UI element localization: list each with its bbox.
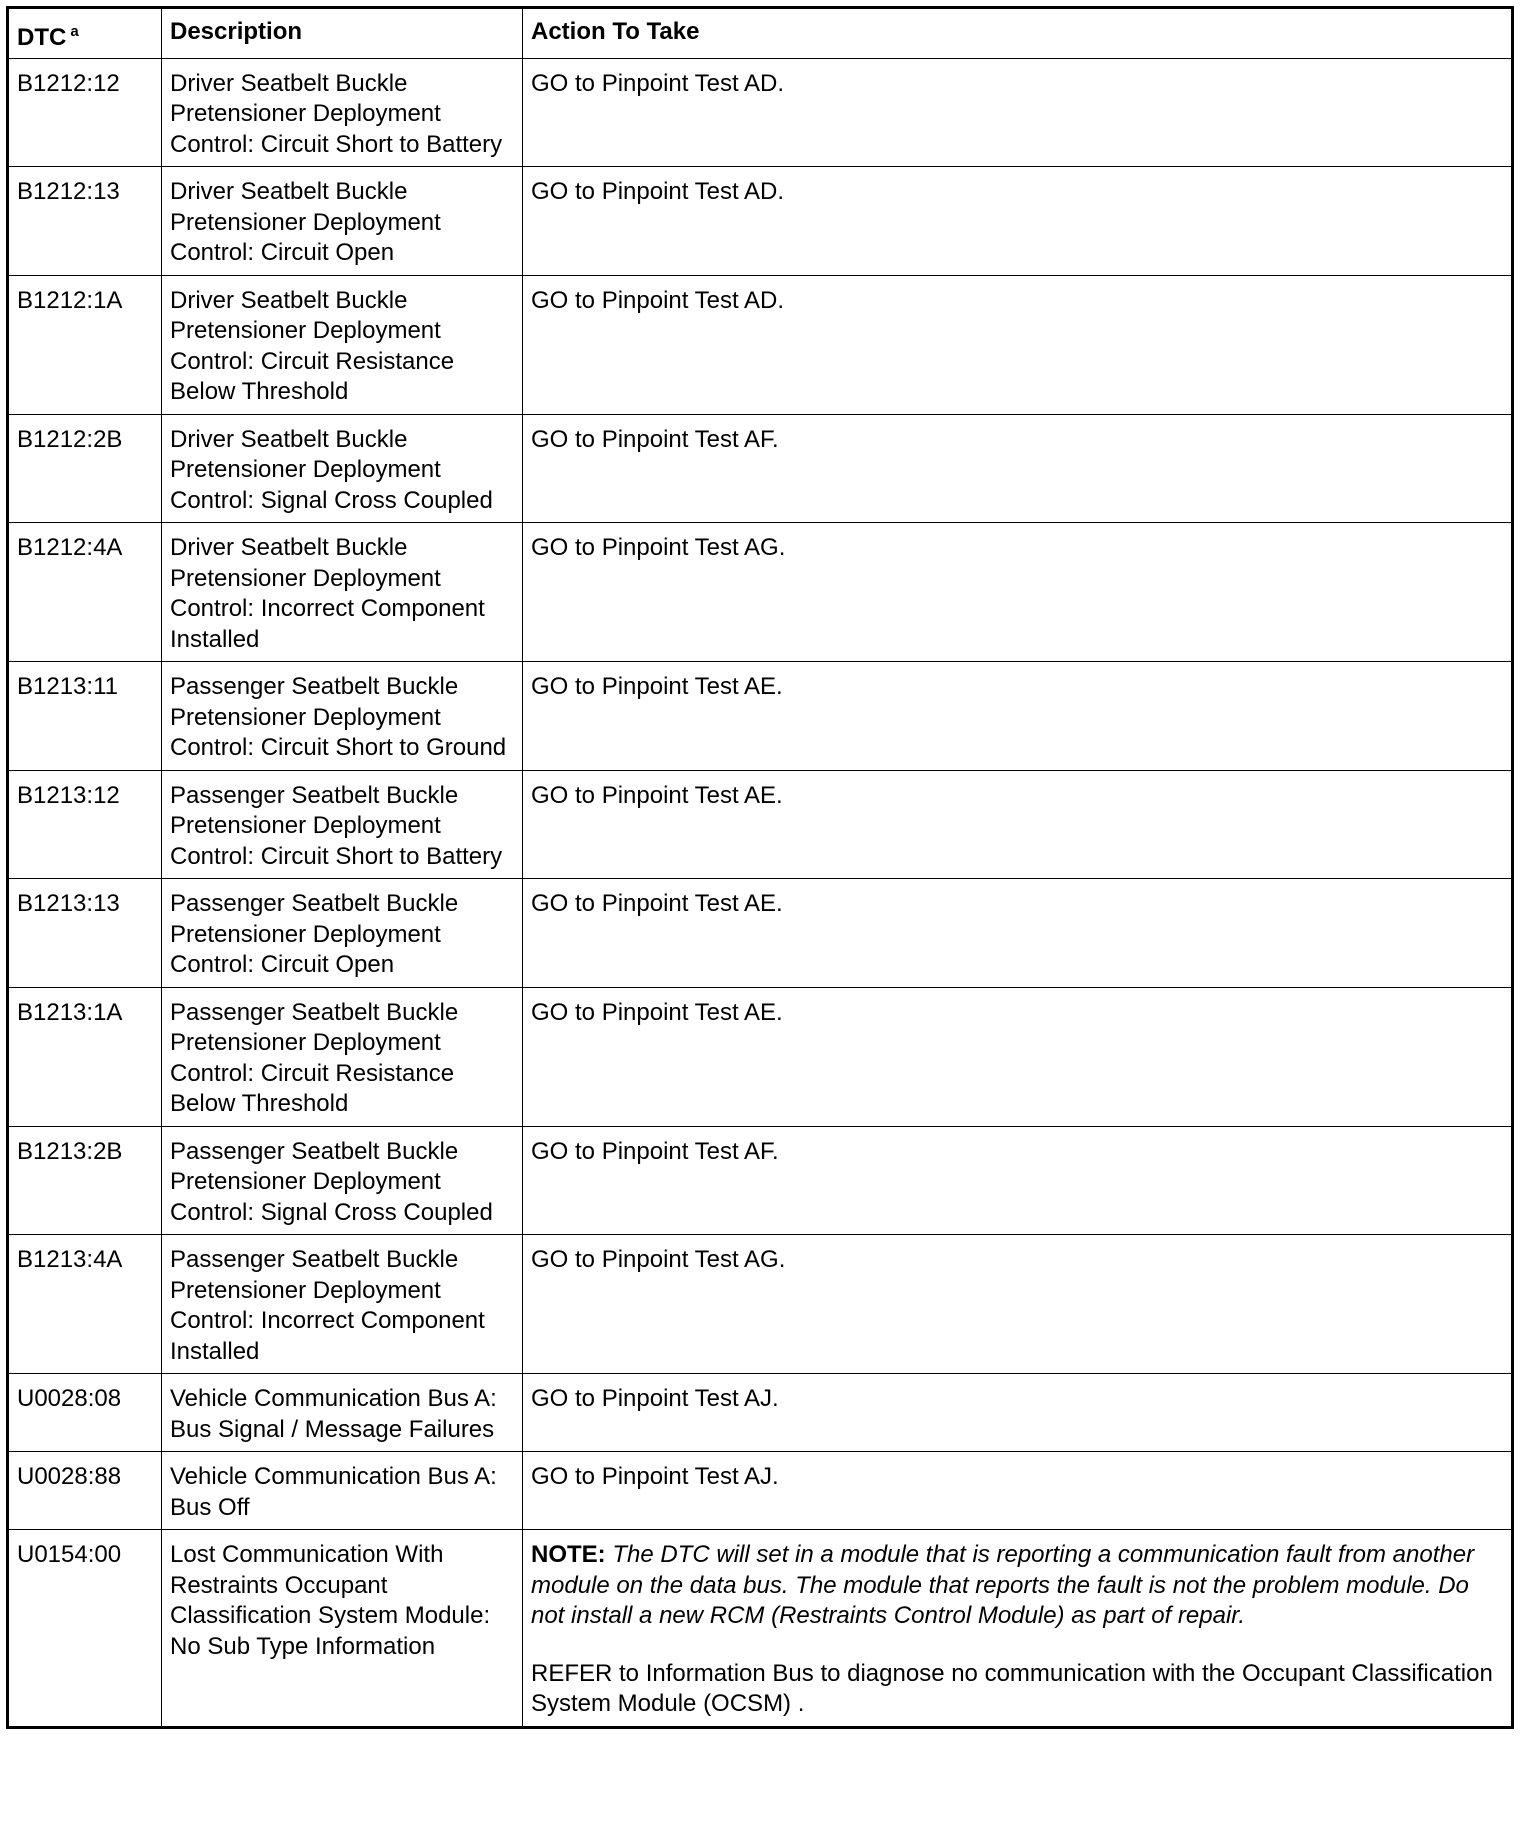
header-description: Description — [162, 8, 523, 59]
table-row — [8, 1126, 1513, 1235]
dtc-code: B1213:11 — [8, 662, 162, 771]
dtc-action: GO to Pinpoint Test AE. — [523, 879, 1513, 988]
dtc-description: Driver Seatbelt Buckle Pretensioner Deployment Control: Circuit Short to Battery — [162, 58, 523, 167]
table-row-last — [8, 1530, 1513, 1728]
dtc-code: B1213:12 — [8, 770, 162, 879]
dtc-action: GO to Pinpoint Test AD. — [523, 167, 1513, 276]
dtc-action: GO to Pinpoint Test AE. — [523, 662, 1513, 771]
dtc-action: GO to Pinpoint Test AF. — [523, 414, 1513, 523]
dtc-action: GO to Pinpoint Test AE. — [523, 770, 1513, 879]
note-label: NOTE: — [531, 1541, 606, 1568]
refer-text: REFER to Information Bus to diagnose no communication with the Occupant Classification System Module (OCSM) . — [531, 1659, 1493, 1717]
dtc-action — [523, 1530, 1513, 1728]
header-action: Action To Take — [523, 8, 1513, 59]
dtc-description: Driver Seatbelt Buckle Pretensioner Deployment Control: Circuit Resistance Below Threshold — [162, 275, 523, 414]
dtc-description: Vehicle Communication Bus A: Bus Off — [162, 1452, 523, 1530]
table-row — [8, 770, 1513, 879]
dtc-description: Passenger Seatbelt Buckle Pretensioner Deployment Control: Incorrect Component Installed — [162, 1235, 523, 1374]
dtc-code: B1212:4A — [8, 523, 162, 662]
dtc-code: U0028:88 — [8, 1452, 162, 1530]
dtc-description: Driver Seatbelt Buckle Pretensioner Deployment Control: Incorrect Component Installed — [162, 523, 523, 662]
dtc-code: B1212:1A — [8, 275, 162, 414]
header-dtc-footnote: a — [70, 23, 79, 40]
dtc-description: Passenger Seatbelt Buckle Pretensioner Deployment Control: Circuit Open — [162, 879, 523, 988]
dtc-code: B1212:12 — [8, 58, 162, 167]
dtc-description: Driver Seatbelt Buckle Pretensioner Deployment Control: Signal Cross Coupled — [162, 414, 523, 523]
dtc-code: U0028:08 — [8, 1374, 162, 1452]
note-text: The DTC will set in a module that is reporting a communication fault from another module on the data bus. The module that reports the fault is not the problem module. Do not install a new RCM (Restraints Control Module) as part of repair. — [531, 1541, 1475, 1629]
dtc-action: GO to Pinpoint Test AG. — [523, 523, 1513, 662]
table-row — [8, 662, 1513, 771]
table-row — [8, 275, 1513, 414]
dtc-action: GO to Pinpoint Test AD. — [523, 275, 1513, 414]
table-row — [8, 1235, 1513, 1374]
dtc-action: GO to Pinpoint Test AJ. — [523, 1374, 1513, 1452]
dtc-action: GO to Pinpoint Test AD. — [523, 58, 1513, 167]
dtc-description: Passenger Seatbelt Buckle Pretensioner Deployment Control: Circuit Resistance Below Threshold — [162, 987, 523, 1126]
dtc-code: B1213:13 — [8, 879, 162, 988]
dtc-code: U0154:00 — [8, 1530, 162, 1728]
dtc-code: B1212:2B — [8, 414, 162, 523]
table-row — [8, 414, 1513, 523]
dtc-description: Passenger Seatbelt Buckle Pretensioner Deployment Control: Circuit Short to Ground — [162, 662, 523, 771]
dtc-description: Passenger Seatbelt Buckle Pretensioner Deployment Control: Circuit Short to Battery — [162, 770, 523, 879]
table-row — [8, 1452, 1513, 1530]
dtc-action: GO to Pinpoint Test AJ. — [523, 1452, 1513, 1530]
table-row — [8, 987, 1513, 1126]
dtc-code: B1213:2B — [8, 1126, 162, 1235]
dtc-code: B1213:4A — [8, 1235, 162, 1374]
header-dtc — [8, 8, 162, 59]
table-row — [8, 1374, 1513, 1452]
table-row — [8, 167, 1513, 276]
table-row — [8, 58, 1513, 167]
dtc-description: Vehicle Communication Bus A: Bus Signal / Message Failures — [162, 1374, 523, 1452]
dtc-description: Driver Seatbelt Buckle Pretensioner Deployment Control: Circuit Open — [162, 167, 523, 276]
dtc-table — [6, 6, 1514, 1729]
table-row — [8, 523, 1513, 662]
dtc-description: Passenger Seatbelt Buckle Pretensioner Deployment Control: Signal Cross Coupled — [162, 1126, 523, 1235]
table-row — [8, 879, 1513, 988]
dtc-code: B1213:1A — [8, 987, 162, 1126]
dtc-description: Lost Communication With Restraints Occupant Classification System Module: No Sub Type Information — [162, 1530, 523, 1728]
header-dtc-label: DTC — [17, 24, 67, 51]
dtc-action: GO to Pinpoint Test AF. — [523, 1126, 1513, 1235]
dtc-action: GO to Pinpoint Test AE. — [523, 987, 1513, 1126]
dtc-action: GO to Pinpoint Test AG. — [523, 1235, 1513, 1374]
dtc-code: B1212:13 — [8, 167, 162, 276]
header-row — [8, 8, 1513, 59]
